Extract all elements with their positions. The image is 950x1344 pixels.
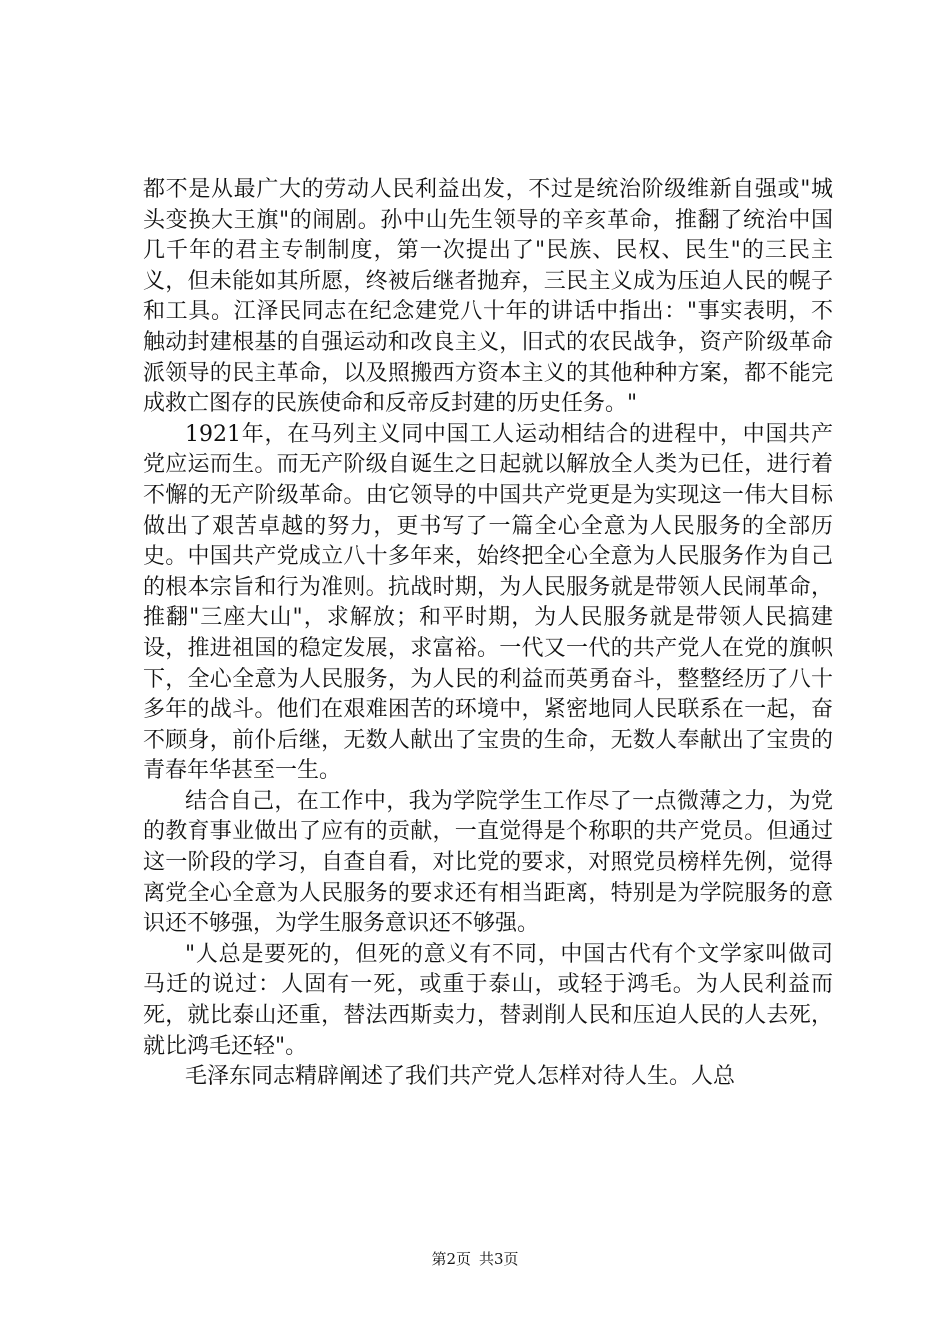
page-footer: [0, 1248, 950, 1269]
paragraph-3: 结合自己，在工作中，我为学院学生工作尽了一点微薄之力，为党的教育事业做出了应有的贡献，一直觉得是个称职的共产党员。但通过这一阶段的学习，自查自看，对比党的要求，对照党员榜样先例，觉得离党全心全意为人民服务的要求还有相当距离，特别是为学院服务的意识还不够强，为学生服务意识还不够强。: [143, 788, 833, 937]
total-pages: 共3页: [479, 1250, 519, 1268]
document-body: [143, 175, 833, 1093]
paragraph-1: 都不是从最广大的劳动人民利益出发，不过是统治阶级维新自强或"城头变换大王旗"的闹剧。孙中山先生领导的辛亥革命，推翻了统治中国几千年的君主专制制度，第一次提出了"民族、民权、民生"的三民主义，但未能如其所愿，终被后继者抛弃，三民主义成为压迫人民的幌子和工具。江泽民同志在纪念建党八十年的讲话中指出："事实表明，不触动封建根基的自强运动和改良主义，旧式的农民战争，资产阶级革命派领导的民主革命，以及照搬西方资本主义的其他种种方案，都不能完成救亡图存的民族使命和反帝反封建的历史任务。": [143, 177, 833, 417]
page-number: 第2页: [431, 1250, 471, 1268]
paragraph-4: "人总是要死的，但死的意义有不同，中国古代有个文学家叫做司马迁的说过：人固有一死，或重于泰山，或轻于鸿毛。为人民利益而死，就比泰山还重，替法西斯卖力，替剥削人民和压迫人民的人去死，就比鸿毛还轻"。: [143, 941, 833, 1059]
paragraph-5: 毛泽东同志精辟阐述了我们共产党人怎样对待人生。人总: [185, 1064, 736, 1090]
paragraph-2: 1921年，在马列主义同中国工人运动相结合的进程中，中国共产党应运而生。而无产阶级自诞生之日起就以解放全人类为已任，进行着不懈的无产阶级革命。由它领导的中国共产党更是为实现这一伟大目标做出了艰苦卓越的努力，更书写了一篇全心全意为人民服务的全部历史。中国共产党成立八十多年来，始终把全心全意为人民服务作为自己的根本宗旨和行为准则。抗战时期，为人民服务就是带领人民闹革命，推翻"三座大山"，求解放；和平时期，为人民服务就是带领人民搞建设，推进祖国的稳定发展，求富裕。一代又一代的共产党人在党的旗帜下，全心全意为人民服务，为人民的利益而英勇奋斗，整整经历了八十多年的战斗。他们在艰难困苦的环境中，紧密地同人民联系在一起，奋不顾身，前仆后继，无数人献出了宝贵的生命，无数人奉献出了宝贵的青春年华甚至一生。: [143, 421, 833, 784]
